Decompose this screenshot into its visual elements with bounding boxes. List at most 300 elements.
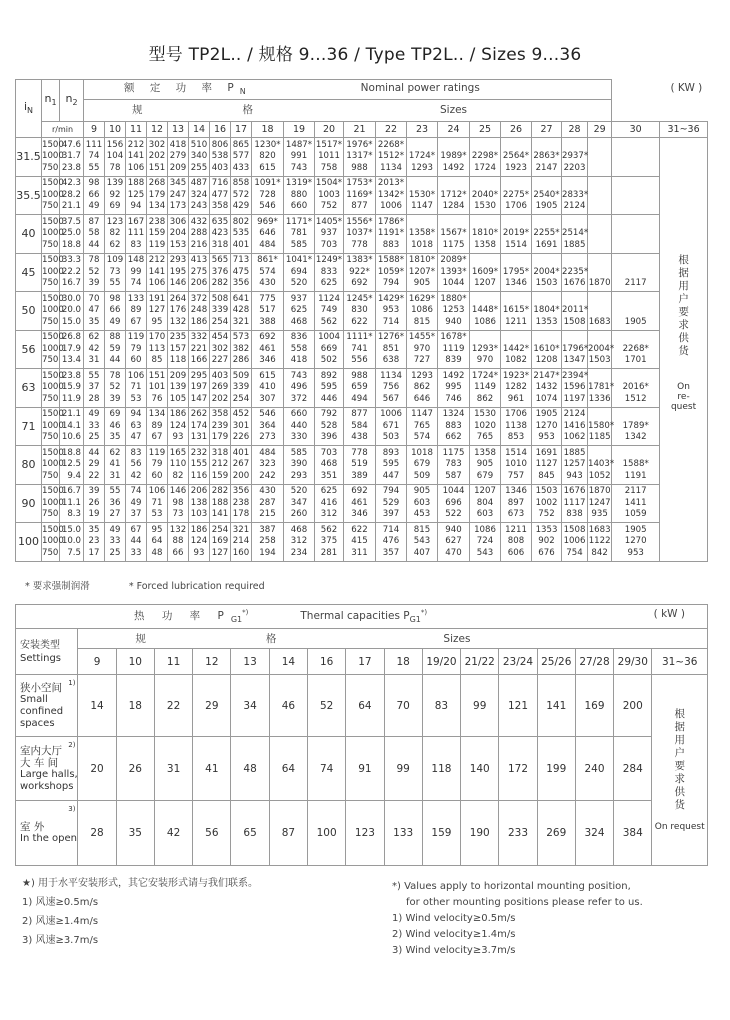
n2-values: 15.0 10.0 7.5 xyxy=(60,523,84,562)
power-cell-size-23: 1724* 1293 xyxy=(407,138,438,177)
power-cell-size-24: 1492 995 746 xyxy=(438,369,470,408)
n1-values: 1500 1000 750 xyxy=(42,484,60,523)
power-cell-size-20: 1124 749 562 xyxy=(315,292,344,331)
power-cell-size-14: 332 221 166 xyxy=(189,330,210,369)
power-cell-size-21: 1753* 1169* 877 xyxy=(344,176,376,215)
note-cn: * 要求强制润滑 xyxy=(25,581,90,592)
thermal-unit: ( kW ) xyxy=(653,608,685,621)
n1-column-header: $n_1$ xyxy=(42,80,60,122)
power-cell-size-20: 1517* 1011 758 xyxy=(315,138,344,177)
power-cell-size-13: 293 195 146 xyxy=(168,253,189,292)
power-cell-size-22: 1006 671 503 xyxy=(376,407,407,446)
size-col-25: 25 xyxy=(470,122,501,138)
power-cell-size-12: 268 179 134 xyxy=(147,176,168,215)
n1-values: 1500 1000 750 xyxy=(42,292,60,331)
power-cell-size-26: 1706 1138 853 xyxy=(501,407,532,446)
power-cell-size-17: 858 572 429 xyxy=(231,176,252,215)
sizes-header-en: Sizes xyxy=(440,104,468,117)
power-cell-size-20: 792 528 396 xyxy=(315,407,344,446)
power-cell-size-25: 2298* 1724 xyxy=(470,138,501,177)
power-cell-size-26: 1346 897 673 xyxy=(501,484,532,523)
size-col-14: 14 xyxy=(189,122,210,138)
power-cell-size-24: 1044 696 522 xyxy=(438,484,470,523)
settings-header-en: Settings xyxy=(20,652,62,664)
thermal-cell-size-18: 99 xyxy=(384,737,422,801)
power-cell-size-10: 62 41 31 xyxy=(105,446,126,485)
thermal-title-cn: 热 功 率 P xyxy=(134,610,231,623)
power-cell-size-20: 562 375 281 xyxy=(315,523,344,562)
power-cell-size-22: 714 476 357 xyxy=(376,523,407,562)
size-col-9: 9 xyxy=(84,122,105,138)
thermal-cell-size-9: 20 xyxy=(78,737,116,801)
ratio-value: 71 xyxy=(16,407,42,446)
power-cell-size-24: 1678* 1119 839 xyxy=(438,330,470,369)
power-cell-size-14: 487 324 243 xyxy=(189,176,210,215)
thermal-cell-size-9: 28 xyxy=(78,801,116,866)
power-cell-size-18: 546 364 273 xyxy=(252,407,284,446)
power-cell-size-22: 1429* 953 714 xyxy=(376,292,407,331)
power-cell-size-28: 2394* 1596 1197 xyxy=(562,369,588,408)
power-cell-size-30 xyxy=(612,138,660,177)
power-cell-size-27: 1905 1270 953 xyxy=(532,407,562,446)
power-cell-size-28: 1676 1117 838 xyxy=(562,484,588,523)
power-cell-size-12: 238 159 119 xyxy=(147,215,168,254)
power-cell-size-24: 1324 883 662 xyxy=(438,407,470,446)
footnote-cn-3: 3) 风速≥3.7m/s xyxy=(22,935,99,946)
power-cell-size-18: 1230* 820 615 xyxy=(252,138,284,177)
footnote-cn-2: 2) 风速≥1.4m/s xyxy=(22,916,99,927)
power-cell-size-9: 98 66 49 xyxy=(84,176,105,215)
power-cell-size-20: 1249* 833 625 xyxy=(315,253,344,292)
footnote-cn-1: 1) 风速≥0.5m/s xyxy=(22,897,99,908)
size-col-28: 28 xyxy=(562,122,588,138)
setting-footnote-mark: 1) xyxy=(68,679,76,687)
power-cell-size-26: 1615* 1211 xyxy=(501,292,532,331)
power-cell-size-30: 1588* 1191 xyxy=(612,446,660,485)
power-cell-size-27: 2004* 1503 xyxy=(532,253,562,292)
footnote-en-0: *) Values apply to horizontal mounting position, xyxy=(392,881,631,892)
thermal-row-1 xyxy=(16,675,708,737)
power-cell-size-17: 713 475 356 xyxy=(231,253,252,292)
power-cell-size-19: 937 625 468 xyxy=(284,292,315,331)
ratio-value: 100 xyxy=(16,523,42,562)
power-cell-size-23: 1810* 1207* 905 xyxy=(407,253,438,292)
power-cell-size-13: 235 157 118 xyxy=(168,330,189,369)
n2-values: 37.5 25.0 18.8 xyxy=(60,215,84,254)
power-cell-size-17: 401 267 200 xyxy=(231,446,252,485)
power-cell-size-26: 1211 808 606 xyxy=(501,523,532,562)
power-cell-size-29: 1403* 1052 xyxy=(588,446,612,485)
size-col-27: 27 xyxy=(532,122,562,138)
footnote-en-3: 3) Wind velocity≥3.7m/s xyxy=(392,945,516,956)
n2-values: 16.7 11.1 8.3 xyxy=(60,484,84,523)
power-cell-size-25: 1086 724 543 xyxy=(470,523,501,562)
n1-values: 1500 1000 750 xyxy=(42,330,60,369)
power-cell-size-14: 510 340 255 xyxy=(189,138,210,177)
power-cell-size-22: 1276* 851 638 xyxy=(376,330,407,369)
power-cell-size-13: 209 139 105 xyxy=(168,369,189,408)
power-cell-size-29: 1683 1122 842 xyxy=(588,523,612,562)
note-en: * Forced lubrication required xyxy=(128,581,265,592)
thermal-cell-size-12: 29 xyxy=(193,675,231,737)
power-cell-size-19: 520 347 260 xyxy=(284,484,315,523)
setting-label xyxy=(16,675,78,737)
power-cell-size-11: 133 89 67 xyxy=(126,292,147,331)
nominal-power-title xyxy=(84,80,703,100)
setting-footnote-mark: 3) xyxy=(68,805,76,813)
thermal-size-col-18: 18 xyxy=(384,649,422,675)
power-cell-size-16: 635 423 318 xyxy=(210,215,231,254)
power-cell-size-12: 212 141 106 xyxy=(147,253,168,292)
power-cell-size-29: 1870 xyxy=(588,253,612,292)
power-cell-size-9: 49 33 25 xyxy=(84,407,105,446)
thermal-cell-size-23-24: 121 xyxy=(499,675,537,737)
power-cell-size-29: 1683 xyxy=(588,292,612,331)
power-cell-size-17: 802 535 401 xyxy=(231,215,252,254)
power-cell-size-10: 139 92 69 xyxy=(105,176,126,215)
power-cell-size-10: 49 33 25 xyxy=(105,523,126,562)
thermal-size-col-11: 11 xyxy=(154,649,192,675)
n2-values: 30.0 20.0 15.0 xyxy=(60,292,84,331)
power-cell-size-30: 1905 xyxy=(612,292,660,331)
power-cell-size-12: 106 71 53 xyxy=(147,484,168,523)
thermal-cell-size-12: 56 xyxy=(193,801,231,866)
setting-footnote-mark: 2) xyxy=(68,741,76,749)
power-cell-size-16: 318 212 159 xyxy=(210,446,231,485)
power-cell-size-13: 186 124 93 xyxy=(168,407,189,446)
power-cell-size-10: 88 59 44 xyxy=(105,330,126,369)
power-cell-size-23: 1293 862 646 xyxy=(407,369,438,408)
thermal-cell-size-25-26: 141 xyxy=(537,675,575,737)
setting-label xyxy=(16,737,78,801)
power-cell-size-30: 1905 1270 953 xyxy=(612,523,660,562)
thermal-cell-size-17: 91 xyxy=(346,737,384,801)
ratio-value: 63 xyxy=(16,369,42,408)
power-cell-size-10: 69 46 35 xyxy=(105,407,126,446)
power-cell-size-17: 573 382 286 xyxy=(231,330,252,369)
power-cell-size-19: 1041* 694 520 xyxy=(284,253,315,292)
power-cell-size-9: 44 29 22 xyxy=(84,446,105,485)
power-cell-size-27: 2540* 1905 xyxy=(532,176,562,215)
power-cell-size-20: 1504* 1003 752 xyxy=(315,176,344,215)
ratio-value: 35.5 xyxy=(16,176,42,215)
size-col-16: 16 xyxy=(210,122,231,138)
thermal-sizes-gui: 规 xyxy=(135,633,146,645)
footnotes-en xyxy=(392,879,643,959)
thermal-title-en-sub: G1 xyxy=(409,615,421,625)
power-cell-size-27: 2255* 1691 xyxy=(532,215,562,254)
thermal-size-col-25-26: 25/26 xyxy=(537,649,575,675)
i-sub: N xyxy=(27,106,34,116)
power-cell-size-27: 2147* 1432 1074 xyxy=(532,369,562,408)
size-col-19: 19 xyxy=(284,122,315,138)
power-cell-size-9: 70 47 35 xyxy=(84,292,105,331)
ratio-row-31.5 xyxy=(16,138,708,177)
thermal-cell-size-10: 26 xyxy=(116,737,154,801)
power-cell-size-9: 62 42 31 xyxy=(84,330,105,369)
power-cell-size-12: 191 127 95 xyxy=(147,292,168,331)
power-cell-size-13: 165 110 82 xyxy=(168,446,189,485)
power-cell-size-19: 1171* 781 585 xyxy=(284,215,315,254)
power-cell-size-17: 321 214 160 xyxy=(231,523,252,562)
n1-values: 1500 1000 750 xyxy=(42,446,60,485)
setting-label-cn: 室内大厅 大 车 间 xyxy=(20,744,62,769)
n2-sub: 2 xyxy=(72,98,78,108)
power-cell-size-20: 1004 669 502 xyxy=(315,330,344,369)
power-cell-size-23: 1530* 1147 xyxy=(407,176,438,215)
ratio-value: 31.5 xyxy=(16,138,42,177)
thermal-cell-size-13: 65 xyxy=(231,801,269,866)
thermal-cell-size-21-22: 190 xyxy=(461,801,499,866)
thermal-on-request xyxy=(652,675,708,866)
thermal-title-en-star: *) xyxy=(420,608,428,617)
power-cell-size-13: 418 279 209 xyxy=(168,138,189,177)
power-cell-size-24: 2089* 1393* 1044 xyxy=(438,253,470,292)
ratio-row-63 xyxy=(16,369,708,408)
setting-label-en: Small confined spaces xyxy=(20,693,64,729)
thermal-size-col-21-22: 21/22 xyxy=(461,649,499,675)
thermal-size-col-9: 9 xyxy=(78,649,116,675)
power-cell-size-14: 186 124 93 xyxy=(189,523,210,562)
power-cell-size-21: 1976* 1317* 988 xyxy=(344,138,376,177)
power-cell-size-12: 95 64 48 xyxy=(147,523,168,562)
footnotes-cn xyxy=(22,874,258,950)
size-col-22: 22 xyxy=(376,122,407,138)
power-cell-size-14: 206 138 103 xyxy=(189,484,210,523)
power-cell-size-19: 468 312 234 xyxy=(284,523,315,562)
power-cell-size-26: 1923* 1282 961 xyxy=(501,369,532,408)
power-cell-size-11: 148 99 74 xyxy=(126,253,147,292)
power-cell-size-18: 969* 646 484 xyxy=(252,215,284,254)
power-cell-size-19: 585 390 293 xyxy=(284,446,315,485)
power-cell-size-21: 1556* 1037* 778 xyxy=(344,215,376,254)
power-cell-size-24: 1989* 1492 xyxy=(438,138,470,177)
power-cell-size-29 xyxy=(588,138,612,177)
power-cell-size-27: 1503 1002 752 xyxy=(532,484,562,523)
thermal-title-star: *) xyxy=(242,608,249,617)
power-cell-size-24: 1567* 1175 xyxy=(438,215,470,254)
thermal-cell-size-10: 35 xyxy=(116,801,154,866)
power-cell-size-26: 1514 1010 757 xyxy=(501,446,532,485)
thermal-sizes-ge: 格 xyxy=(265,633,277,645)
power-cell-size-9: 35 23 17 xyxy=(84,523,105,562)
size-col-11: 11 xyxy=(126,122,147,138)
size-col-20: 20 xyxy=(315,122,344,138)
power-cell-size-16: 254 169 127 xyxy=(210,523,231,562)
t2-header-row-2 xyxy=(16,629,708,649)
power-cell-size-13: 264 176 132 xyxy=(168,292,189,331)
thermal-cell-size-13: 48 xyxy=(231,737,269,801)
power-cell-size-16: 565 376 282 xyxy=(210,253,231,292)
power-cell-size-9: 111 74 55 xyxy=(84,138,105,177)
power-cell-size-25: 1724* 1149 862 xyxy=(470,369,501,408)
thermal-cell-size-17: 64 xyxy=(346,675,384,737)
power-cell-size-27: 1691 1127 845 xyxy=(532,446,562,485)
thermal-size-col-29-30: 29/30 xyxy=(614,649,652,675)
rpm-unit: r/min xyxy=(42,122,84,138)
thermal-cell-size-16: 74 xyxy=(308,737,346,801)
power-cell-size-10: 123 82 62 xyxy=(105,215,126,254)
power-cell-size-11: 167 111 83 xyxy=(126,215,147,254)
n2-column-header: $n_2$ xyxy=(60,80,84,122)
power-cell-size-16: 282 188 141 xyxy=(210,484,231,523)
size-col-26: 26 xyxy=(501,122,532,138)
settings-header-cn: 安装类型 xyxy=(20,639,60,651)
power-cell-size-16: 358 239 179 xyxy=(210,407,231,446)
thermal-sizes-en: Sizes xyxy=(443,633,471,645)
power-cell-size-14: 372 248 186 xyxy=(189,292,210,331)
thermal-cell-size-14: 46 xyxy=(269,675,307,737)
thermal-cell-size-23-24: 233 xyxy=(499,801,537,866)
ratio-value: 90 xyxy=(16,484,42,523)
ratio-value: 80 xyxy=(16,446,42,485)
on-request-column xyxy=(660,138,708,562)
thermal-size-col-31~36: 31~36 xyxy=(652,649,708,675)
power-cell-size-17: 452 301 226 xyxy=(231,407,252,446)
power-cell-size-17: 641 428 321 xyxy=(231,292,252,331)
power-cell-size-28: 1796* 1347 xyxy=(562,330,588,369)
setting-label-en: In the open xyxy=(20,833,78,844)
thermal-cell-size-25-26: 199 xyxy=(537,737,575,801)
thermal-cell-size-27-28: 169 xyxy=(575,675,613,737)
power-cell-size-20: 892 595 446 xyxy=(315,369,344,408)
power-cell-size-9: 87 58 44 xyxy=(84,215,105,254)
thermal-size-col-14: 14 xyxy=(269,649,307,675)
n1-values: 1500 1000 750 xyxy=(42,523,60,562)
power-cell-size-29: 1781* 1336 xyxy=(588,369,612,408)
thermal-capacity-table xyxy=(15,604,708,866)
power-cell-size-11: 74 49 37 xyxy=(126,484,147,523)
setting-label-cn: 狭小空间 xyxy=(20,681,62,694)
thermal-size-col-16: 16 xyxy=(308,649,346,675)
size-col-12: 12 xyxy=(147,122,168,138)
power-cell-size-30 xyxy=(612,176,660,215)
power-cell-size-11: 188 125 94 xyxy=(126,176,147,215)
sizes-header-ge: 格 xyxy=(242,104,253,117)
size-col-24: 24 xyxy=(438,122,470,138)
ratio-row-35.5 xyxy=(16,176,708,215)
n2-values: 33.3 22.2 16.7 xyxy=(60,253,84,292)
n1-values: 1500 1000 750 xyxy=(42,253,60,292)
thermal-cell-size-18: 70 xyxy=(384,675,422,737)
power-cell-size-11: 212 141 106 xyxy=(126,138,147,177)
power-cell-size-19: 836 558 418 xyxy=(284,330,315,369)
power-cell-size-23: 1455* 970 727 xyxy=(407,330,438,369)
power-cell-size-13: 146 98 73 xyxy=(168,484,189,523)
power-cell-size-18: 1091* 728 546 xyxy=(252,176,284,215)
thermal-cell-size-29-30: 384 xyxy=(614,801,652,866)
thermal-sizes-header xyxy=(78,629,708,649)
power-cell-size-9: 55 37 28 xyxy=(84,369,105,408)
power-cell-size-19: 660 440 330 xyxy=(284,407,315,446)
nominal-power-title-sub: N xyxy=(239,87,246,97)
power-cell-size-10: 109 73 55 xyxy=(105,253,126,292)
power-cell-size-14: 262 174 131 xyxy=(189,407,210,446)
n2-values: 23.8 15.9 11.9 xyxy=(60,369,84,408)
size-col-30: 30 xyxy=(612,122,660,138)
thermal-size-col-27-28: 27/28 xyxy=(575,649,613,675)
ratio-value: 40 xyxy=(16,215,42,254)
thermal-cell-size-21-22: 140 xyxy=(461,737,499,801)
thermal-size-col-13: 13 xyxy=(231,649,269,675)
ratio-row-50 xyxy=(16,292,708,331)
size-col-18: 18 xyxy=(252,122,284,138)
n1-values: 1500 1000 750 xyxy=(42,407,60,446)
power-cell-size-18: 861* 574 430 xyxy=(252,253,284,292)
thermal-cell-size-11: 22 xyxy=(154,675,192,737)
power-cell-size-28: 1885 1257 943 xyxy=(562,446,588,485)
power-cell-size-29: 1580* 1185 xyxy=(588,407,612,446)
power-cell-size-30 xyxy=(612,215,660,254)
power-cell-size-28: 2124 1416 1062 xyxy=(562,407,588,446)
power-cell-size-23: 1147 765 574 xyxy=(407,407,438,446)
on-request-en: On re- quest xyxy=(670,382,697,412)
thermal-on-request-cn: 根 据 用 户 要 求 供 货 xyxy=(674,708,685,811)
power-cell-size-12: 119 79 60 xyxy=(147,446,168,485)
thermal-cell-size-27-28: 324 xyxy=(575,801,613,866)
power-cell-size-13: 306 204 153 xyxy=(168,215,189,254)
thermal-size-col-17: 17 xyxy=(346,649,384,675)
power-cell-size-26: 1795* 1346 xyxy=(501,253,532,292)
power-cell-size-27: 1610* 1208 xyxy=(532,330,562,369)
power-cell-size-21: 877 584 438 xyxy=(344,407,376,446)
size-col-10: 10 xyxy=(105,122,126,138)
sizes-header xyxy=(84,100,612,122)
power-cell-size-22: 1134 756 567 xyxy=(376,369,407,408)
n1-values: 1500 1000 750 xyxy=(42,369,60,408)
power-cell-size-25: 2040* 1530 xyxy=(470,176,501,215)
power-cell-size-19: 1319* 880 660 xyxy=(284,176,315,215)
power-cell-size-28: 2514* 1885 xyxy=(562,215,588,254)
thermal-cell-size-19-20: 159 xyxy=(422,801,460,866)
power-cell-size-23: 1358* 1018 xyxy=(407,215,438,254)
power-cell-size-25: 1530 1020 765 xyxy=(470,407,501,446)
power-cell-size-21: 622 415 311 xyxy=(344,523,376,562)
power-cell-size-23: 905 603 453 xyxy=(407,484,438,523)
ratio-value: 56 xyxy=(16,330,42,369)
power-cell-size-20: 625 416 312 xyxy=(315,484,344,523)
power-cell-size-13: 132 88 66 xyxy=(168,523,189,562)
thermal-cell-size-17: 123 xyxy=(346,801,384,866)
thermal-cell-size-11: 31 xyxy=(154,737,192,801)
power-cell-size-21: 692 461 346 xyxy=(344,484,376,523)
power-cell-size-24: 1712* 1284 xyxy=(438,176,470,215)
size-col-17: 17 xyxy=(231,122,252,138)
power-cell-size-14: 432 288 216 xyxy=(189,215,210,254)
power-cell-size-16: 403 269 202 xyxy=(210,369,231,408)
thermal-cell-size-11: 42 xyxy=(154,801,192,866)
footnote-en-1: 1) Wind velocity≥0.5m/s xyxy=(392,913,516,924)
n1-values: 1500 1000 750 xyxy=(42,215,60,254)
settings-header xyxy=(16,629,78,675)
power-cell-size-18: 692 461 346 xyxy=(252,330,284,369)
power-cell-size-18: 484 323 242 xyxy=(252,446,284,485)
power-cell-size-22: 1786* 1191* 883 xyxy=(376,215,407,254)
thermal-cell-size-16: 52 xyxy=(308,675,346,737)
power-cell-size-16: 716 477 358 xyxy=(210,176,231,215)
power-cell-size-24: 940 627 470 xyxy=(438,523,470,562)
power-cell-size-22: 2268* 1512* 1134 xyxy=(376,138,407,177)
power-cell-size-23: 1629* 1086 815 xyxy=(407,292,438,331)
power-cell-size-12: 134 89 67 xyxy=(147,407,168,446)
power-cell-size-16: 806 538 403 xyxy=(210,138,231,177)
on-request-cn: 根 据 用 户 要 求 供 货 xyxy=(678,254,689,357)
power-cell-size-10: 156 104 78 xyxy=(105,138,126,177)
power-cell-size-9: 39 26 19 xyxy=(84,484,105,523)
ratio-row-100 xyxy=(16,523,708,562)
power-cell-size-11: 119 79 60 xyxy=(126,330,147,369)
thermal-cell-size-25-26: 269 xyxy=(537,801,575,866)
